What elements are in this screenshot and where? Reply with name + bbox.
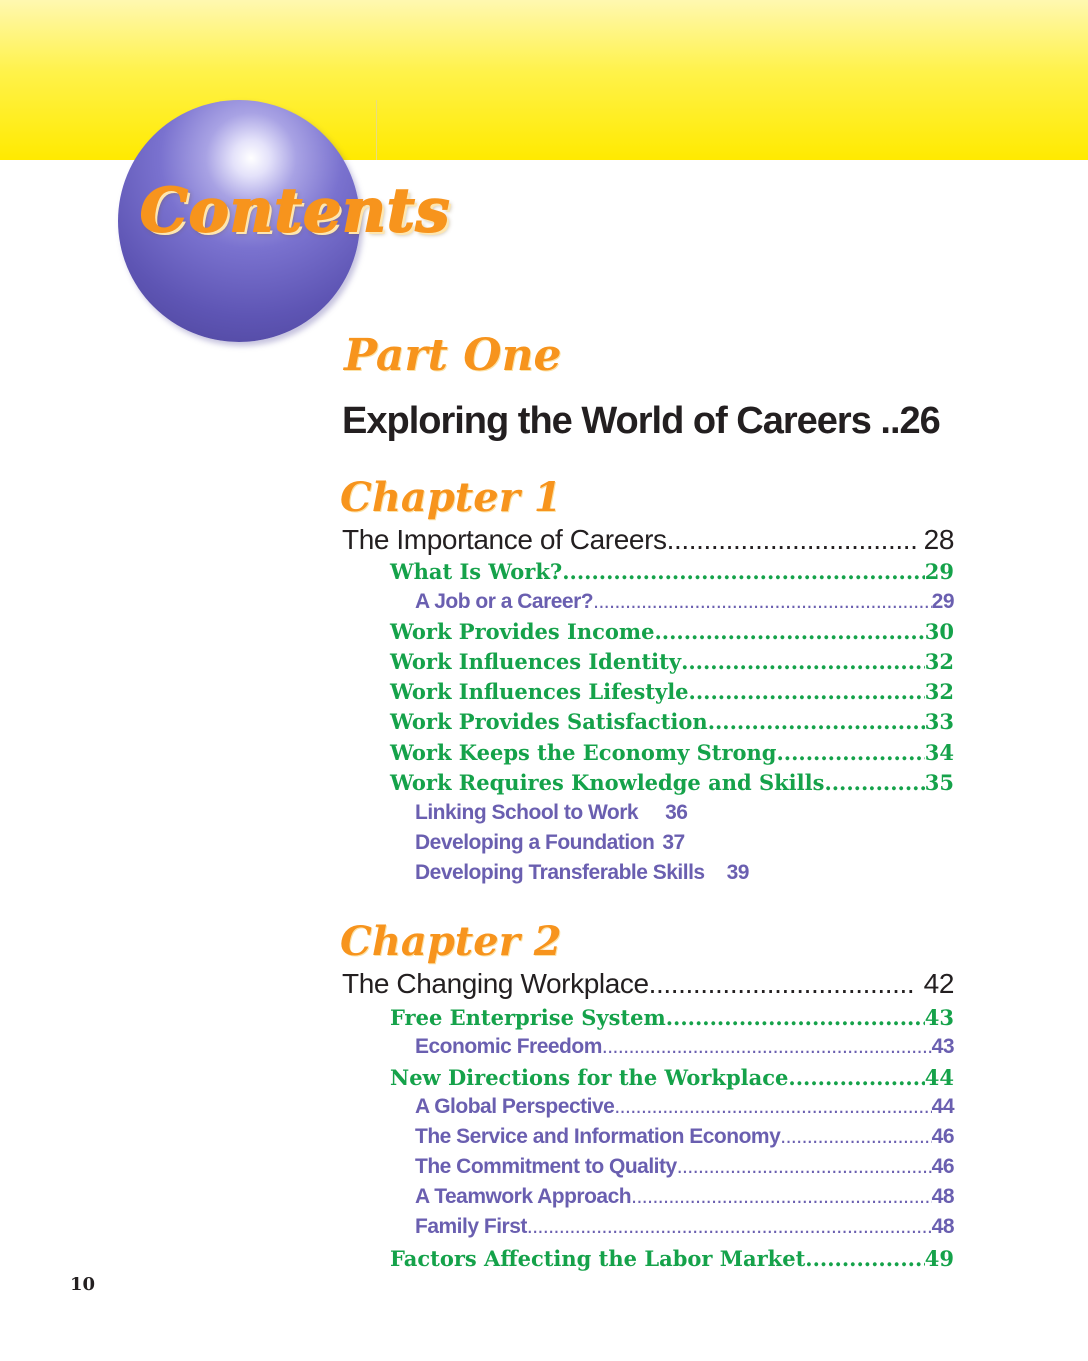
entry-label: The Changing Workplace [342, 968, 649, 999]
contents-title: Contents [140, 176, 451, 246]
entry-page: 43 [924, 1005, 954, 1030]
entry-label: A Teamwork Approach [415, 1185, 632, 1208]
entry-label: The Service and Information Economy [415, 1125, 781, 1148]
entry-label: Linking School to Work [415, 801, 639, 824]
toc-section[interactable] [390, 709, 954, 734]
toc-subsection[interactable] [415, 1155, 954, 1179]
leader-dots [824, 770, 924, 795]
chapter-1-heading[interactable] [342, 524, 954, 556]
chapter-1-title: Chapter 1 [340, 474, 562, 521]
entry-label: The Commitment to Quality [415, 1155, 677, 1178]
toc-subsection[interactable] [415, 1215, 954, 1239]
toc-subsection[interactable] [415, 831, 685, 855]
toc-subsection[interactable] [415, 861, 749, 885]
entry-page: 48 [931, 1215, 954, 1238]
entry-label: Work Requires Knowledge and Skills [390, 770, 825, 795]
entry-page: 37 [662, 831, 685, 854]
leader-dots [593, 590, 932, 614]
toc-section[interactable] [390, 679, 954, 704]
entry-page: 43 [931, 1035, 954, 1058]
toc-section[interactable] [390, 1065, 954, 1090]
toc-section[interactable] [390, 1005, 954, 1030]
leader-dots [562, 559, 925, 584]
toc-section[interactable] [390, 649, 954, 674]
entry-page: 48 [931, 1185, 954, 1208]
toc-subsection[interactable] [415, 1125, 954, 1149]
entry-page: 32 [924, 679, 954, 704]
page-number: 10 [70, 1274, 96, 1295]
entry-label: Work Influences Lifestyle [390, 679, 689, 704]
leader-dots [780, 1125, 931, 1149]
entry-label: Work Provides Satisfaction [390, 709, 708, 734]
leader-dots [631, 1185, 932, 1209]
leader-dots [681, 649, 925, 674]
toc-subsection[interactable] [415, 1035, 954, 1059]
leader-dots [805, 1246, 924, 1271]
entry-page: 32 [924, 649, 954, 674]
leader-dots [667, 524, 916, 556]
leader-dots [649, 968, 916, 1000]
toc-section[interactable] [390, 740, 954, 765]
chapter-2-title: Chapter 2 [340, 918, 562, 965]
leader-dots [788, 1065, 924, 1090]
entry-page: 44 [931, 1095, 954, 1118]
entry-label: Economic Freedom [415, 1035, 602, 1058]
leader-dots [602, 1035, 932, 1059]
leader-dots [689, 679, 925, 704]
part-heading: Exploring the World of Careers ..26 [342, 400, 940, 442]
entry-page: 34 [924, 740, 954, 765]
entry-page: 33 [924, 709, 954, 734]
entry-page: 49 [924, 1246, 954, 1271]
leader-dots [527, 1215, 932, 1239]
entry-page: 35 [924, 770, 954, 795]
entry-label: The Importance of Careers [342, 524, 667, 555]
entry-label: Factors Affecting the Labor Market [390, 1246, 806, 1271]
toc-section[interactable] [390, 1246, 954, 1271]
entry-label: Developing a Foundation [415, 831, 655, 854]
entry-page: 36 [665, 801, 688, 824]
leader-dots [708, 709, 925, 734]
entry-label: Work Provides Income [390, 619, 655, 644]
toc-subsection[interactable] [415, 1095, 954, 1119]
entry-page: 44 [924, 1065, 954, 1090]
entry-page: 29 [924, 559, 954, 584]
part-title: Part One [344, 330, 562, 381]
toc-section[interactable] [390, 619, 954, 644]
leader-dots [776, 740, 924, 765]
chapter-2-heading[interactable] [342, 968, 954, 1000]
leader-dots [655, 619, 925, 644]
entry-label: Free Enterprise System [390, 1005, 666, 1030]
entry-label: Developing Transferable Skills [415, 861, 705, 884]
entry-page: 42 [923, 968, 954, 999]
toc-section[interactable] [390, 770, 954, 795]
banner-divider [376, 100, 377, 160]
toc-subsection[interactable] [415, 801, 687, 825]
entry-label: Family First [415, 1215, 527, 1238]
entry-label: A Global Perspective [415, 1095, 615, 1118]
leader-dots [677, 1155, 932, 1179]
entry-label: New Directions for the Workplace [390, 1065, 789, 1090]
entry-page: 39 [726, 861, 749, 884]
entry-label: Work Keeps the Economy Strong [390, 740, 777, 765]
toc-subsection[interactable] [415, 1185, 954, 1209]
leader-dots [666, 1005, 925, 1030]
toc-subsection[interactable] [415, 590, 954, 614]
leader-dots [614, 1095, 931, 1119]
entry-page: 46 [931, 1125, 954, 1148]
entry-page: 30 [924, 619, 954, 644]
entry-page: 46 [931, 1155, 954, 1178]
entry-label: A Job or a Career? [415, 590, 594, 613]
toc-section[interactable] [390, 559, 954, 584]
entry-page: 29 [931, 590, 954, 613]
entry-label: What Is Work? [390, 559, 563, 584]
entry-label: Work Influences Identity [390, 649, 682, 674]
entry-page: 28 [923, 524, 954, 555]
